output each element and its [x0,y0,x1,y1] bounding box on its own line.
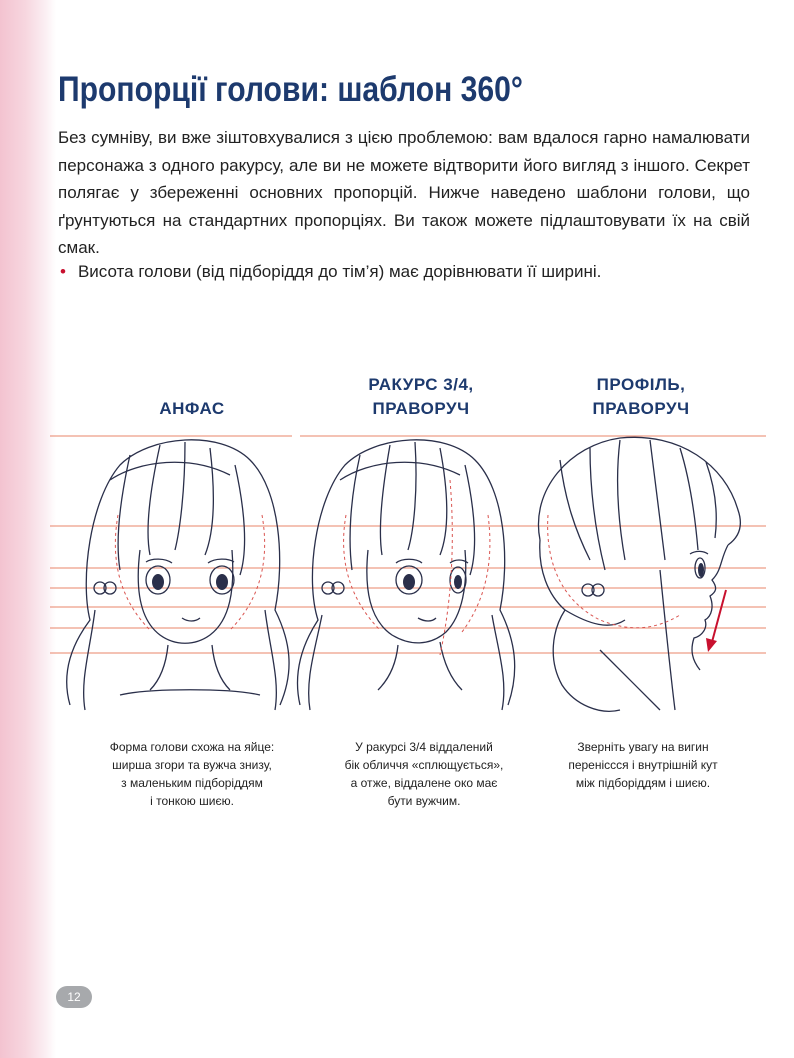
profile-view-drawing [538,437,740,711]
page-number: 12 [56,986,92,1008]
view-label-profile-line2: ПРАВОРУЧ [592,399,690,418]
caption-three-quarter-view [319,738,529,810]
caption-three-quarter-line2: бік обличчя «сплющується», [344,758,504,772]
view-label-profile [541,373,741,421]
caption-profile-line3: між підборіддям і шиєю. [575,776,711,790]
view-label-three-quarter [321,373,521,421]
red-arrow-icon [706,590,726,652]
bullet-text: Висота голови (від підборіддя до тім’я) має дорівнювати її ширині. [77,262,602,281]
view-label-front-text: АНФАС [159,399,225,418]
caption-profile-line1: Зверніть увагу на вигин [577,740,709,754]
three-quarter-view-head-shape-guide [344,515,490,632]
caption-profile-line2: переніссся і внутрішній кут [568,758,718,772]
red-dot-icon: • [60,262,66,281]
view-label-three-quarter-line1: РАКУРС 3/4, [368,375,474,394]
caption-profile-view [538,738,748,792]
caption-front-line1: Форма голови схожа на яйце: [109,740,275,754]
front-view-drawing [67,440,289,710]
three-quarter-view-drawing [298,440,515,710]
head-templates-illustration [0,420,794,730]
caption-three-quarter-line3: а отже, віддалене око має [350,776,498,790]
caption-three-quarter-line1: У ракурсі 3/4 віддалений [355,740,493,754]
view-label-three-quarter-line2: ПРАВОРУЧ [372,399,470,418]
caption-front-line4: і тонкою шиєю. [150,794,234,808]
view-label-profile-line1: ПРОФІЛЬ, [596,375,686,394]
view-label-front [92,397,292,421]
caption-three-quarter-line4: бути вужчим. [387,794,461,808]
intro-paragraph: Без сумніву, ви вже зіштовхувалися з цією проблемою: вам вдалося гарно намалювати персонажа з одного ракурсу, але ви не можете відтворити його вигляд з іншого. Секрет полягає у збереженні основних пропорцій. Нижче наведено шаблони голови, що ґрунтуються на стандартних пропорціях. Ви також можете підлаштовувати їх на свій смак. [58,128,750,257]
bullet-item [58,258,601,285]
caption-front-view [87,738,297,810]
profile-view-eye-pupil [698,563,704,577]
page-title: Пропорції голови: шаблон 360° [58,70,523,109]
caption-front-line3: з маленьким підборіддям [121,776,263,790]
proportion-guide-lines [50,436,766,653]
caption-front-line2: ширша згори та вужча знизу, [112,758,272,772]
